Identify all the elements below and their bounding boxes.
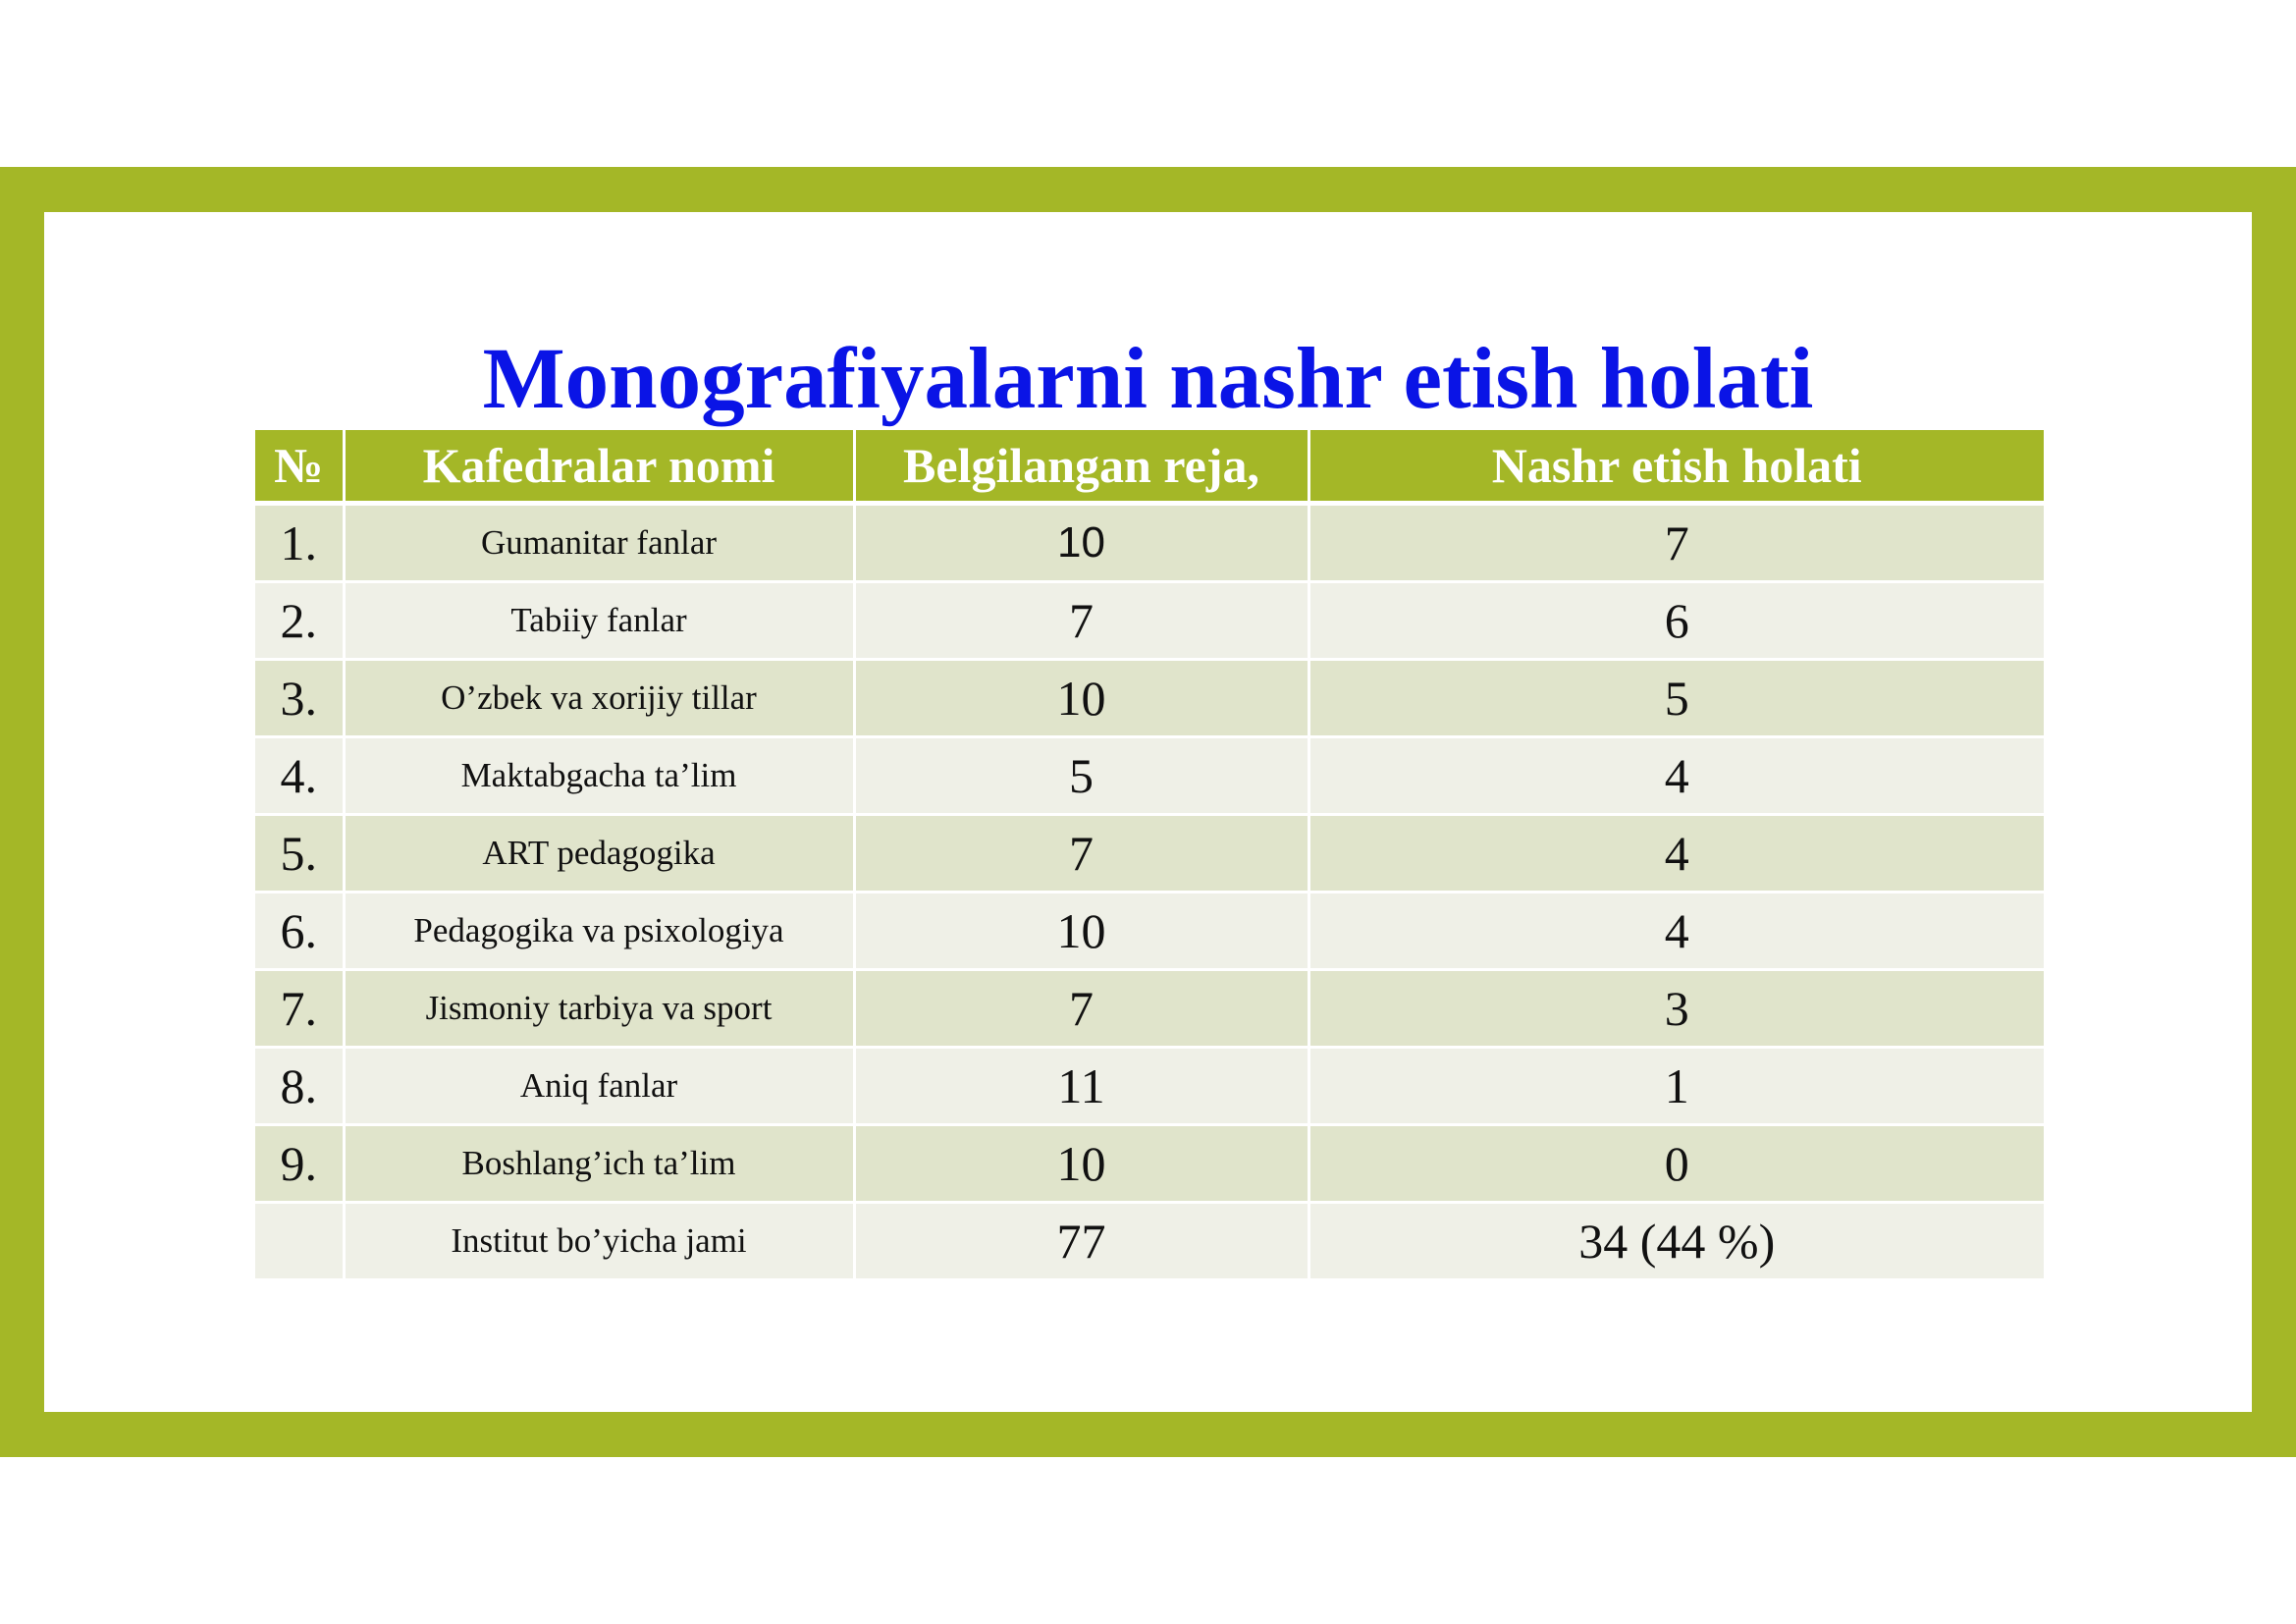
department-name: Boshlang’ich ta’lim xyxy=(344,1125,854,1203)
row-number xyxy=(255,1203,344,1280)
header-planned: Belgilangan reja, xyxy=(854,430,1308,504)
department-name: Pedagogika va psixologiya xyxy=(344,893,854,970)
row-number: 8. xyxy=(255,1048,344,1125)
table-row xyxy=(255,1048,2044,1125)
published-count: 5 xyxy=(1308,660,2044,737)
planned-count: 10 xyxy=(854,660,1308,737)
planned-count: 5 xyxy=(854,737,1308,815)
row-number: 1. xyxy=(255,504,344,582)
published-count: 6 xyxy=(1308,582,2044,660)
department-name: O’zbek va xorijiy tillar xyxy=(344,660,854,737)
department-name: Jismoniy tarbiya va sport xyxy=(344,970,854,1048)
table-row xyxy=(255,815,2044,893)
department-name: Tabiiy fanlar xyxy=(344,582,854,660)
table-row xyxy=(255,893,2044,970)
header-publication-status: Nashr etish holati xyxy=(1308,430,2044,504)
department-name: Gumanitar fanlar xyxy=(344,504,854,582)
published-count: 4 xyxy=(1308,737,2044,815)
total-label: Institut bo’yicha jami xyxy=(344,1203,854,1280)
published-count: 3 xyxy=(1308,970,2044,1048)
table-row xyxy=(255,582,2044,660)
page-title: Monografiyalarni nashr etish holati xyxy=(482,331,1814,427)
planned-count: 7 xyxy=(854,582,1308,660)
row-number: 6. xyxy=(255,893,344,970)
table-row xyxy=(255,504,2044,582)
department-name: ART pedagogika xyxy=(344,815,854,893)
table-row xyxy=(255,1125,2044,1203)
planned-count: 10 xyxy=(854,504,1308,582)
department-name: Aniq fanlar xyxy=(344,1048,854,1125)
total-published: 34 (44 %) xyxy=(1308,1203,2044,1280)
slide-content xyxy=(44,212,2252,1412)
table-row xyxy=(255,970,2044,1048)
planned-count: 7 xyxy=(854,815,1308,893)
department-name: Maktabgacha ta’lim xyxy=(344,737,854,815)
table-row xyxy=(255,660,2044,737)
published-count: 4 xyxy=(1308,815,2044,893)
row-number: 5. xyxy=(255,815,344,893)
total-planned: 77 xyxy=(854,1203,1308,1280)
published-count: 0 xyxy=(1308,1125,2044,1203)
monographs-table xyxy=(255,430,2044,1281)
planned-count: 7 xyxy=(854,970,1308,1048)
slide-frame xyxy=(0,167,2296,1457)
table-header-row xyxy=(255,430,2044,504)
row-number: 4. xyxy=(255,737,344,815)
planned-count: 10 xyxy=(854,893,1308,970)
row-number: 3. xyxy=(255,660,344,737)
table-total-row xyxy=(255,1203,2044,1280)
published-count: 4 xyxy=(1308,893,2044,970)
table-row xyxy=(255,737,2044,815)
row-number: 7. xyxy=(255,970,344,1048)
header-department-name: Kafedralar nomi xyxy=(344,430,854,504)
row-number: 2. xyxy=(255,582,344,660)
header-number: № xyxy=(255,430,344,504)
planned-count: 10 xyxy=(854,1125,1308,1203)
row-number: 9. xyxy=(255,1125,344,1203)
planned-count: 11 xyxy=(854,1048,1308,1125)
published-count: 1 xyxy=(1308,1048,2044,1125)
published-count: 7 xyxy=(1308,504,2044,582)
